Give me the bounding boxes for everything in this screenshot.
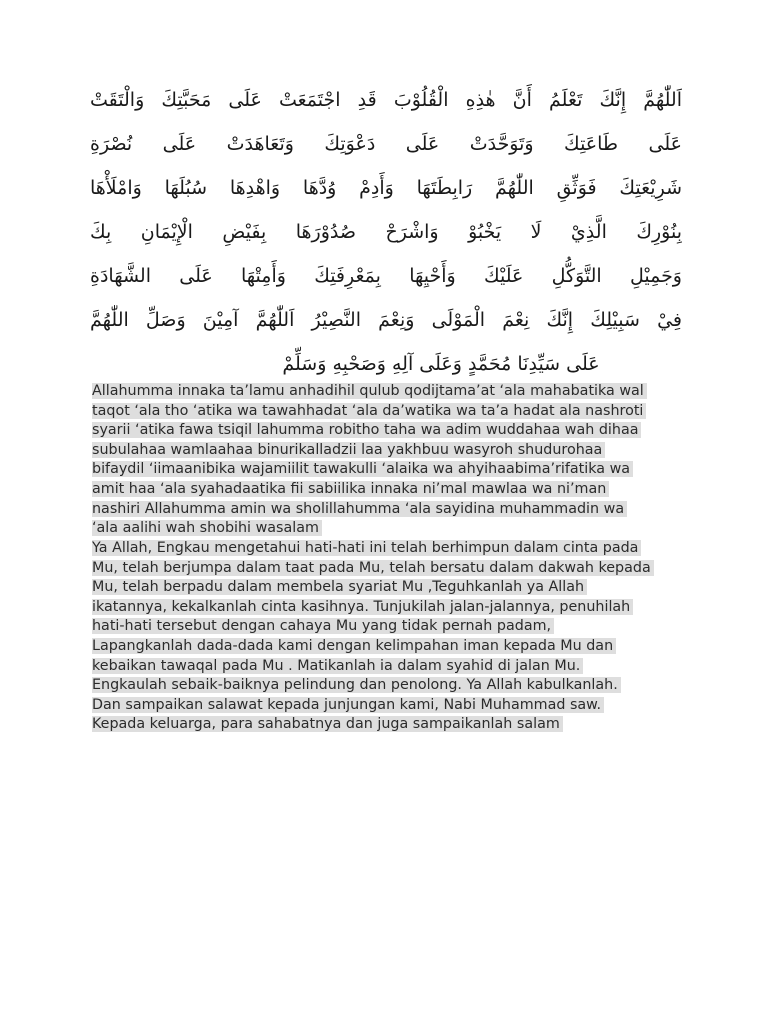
translation-line	[92, 696, 692, 716]
transliteration-line-text: subulahaa wamlaahaa binurikalladzii laa yakhbuu wasyroh shudurohaa	[92, 442, 605, 458]
transliteration-line	[92, 500, 692, 520]
translation-line-text: Mu, telah berjumpa dalam taat pada Mu, telah bersatu dalam dakwah kepada	[92, 560, 654, 576]
translation-line-text: Dan sampaikan salawat kepada junjungan kami, Nabi Muhammad saw.	[92, 697, 604, 713]
translation-line	[92, 598, 692, 618]
translation-line-text: Kepada keluarga, para sahabatnya dan juga sampaikanlah salam	[92, 716, 563, 732]
transliteration-line	[92, 460, 692, 480]
translation-line-text: Ya Allah, Engkau mengetahui hati-hati ini telah berhimpun dalam cinta pada	[92, 540, 641, 556]
arabic-prayer-text	[90, 78, 682, 386]
transliteration-line-text: amit haa ‘ala syahadaatika fii sabiilika innaka ni’mal mawlaa wa ni’man	[92, 481, 609, 497]
translation-line	[92, 676, 692, 696]
arabic-line: عَلَى سَيِّدِنَا مُحَمَّدٍ وَعَلَى آلِهِ وَصَحْبِهِ وَسَلِّمْ	[282, 353, 600, 375]
translation-line	[92, 559, 692, 579]
translation-line-text: kebaikan tawaqal pada Mu . Matikanlah ia dalam syahid di jalan Mu.	[92, 658, 583, 674]
transliteration-paragraph	[92, 382, 692, 539]
translation-line-text: Mu, telah berpadu dalam membela syariat Mu ,Teguhkanlah ya Allah	[92, 579, 587, 595]
transliteration-line	[92, 480, 692, 500]
translation-line	[92, 617, 692, 637]
translation-line-text: hati-hati tersebut dengan cahaya Mu yang tidak pernah padam,	[92, 618, 554, 634]
translation-paragraph	[92, 539, 692, 735]
transliteration-line-text: Allahumma innaka ta’lamu anhadihil qulub qodijtama’at ‘ala mahabatika wal	[92, 383, 647, 399]
transliteration-line-text: ‘ala aalihi wah shobihi wasalam	[92, 520, 322, 536]
transliteration-line	[92, 441, 692, 461]
transliteration-line	[92, 402, 692, 422]
transliteration-line-text: taqot ‘ala tho ‘atika wa tawahhadat ‘ala da’watika wa ta’a hadat ala nashroti	[92, 403, 646, 419]
arabic-line: وَجَمِيْلِ التَّوَكُّلِ عَلَيْكَ وَأَحْيِهَا بِمَعْرِفَتِكَ وَأَمِتْهَا عَلَى الشَّهَادَةِ	[90, 265, 682, 287]
transliteration-line-text: bifaydil ‘iimaanibika wajamiilit tawakulli ‘alaika wa ahyihaabima’rifatika wa	[92, 461, 633, 477]
translation-line-text: ikatannya, kekalkanlah cinta kasihnya. Tunjukilah jalan-jalannya, penuhilah	[92, 599, 633, 615]
transliteration-line	[92, 421, 692, 441]
transliteration-line-text: syarii ‘atika fawa tsiqil lahumma robitho taha wa adim wuddahaa wah dihaa	[92, 422, 641, 438]
transliteration-line-text: nashiri Allahumma amin wa sholillahumma ‘ala sayidina muhammadin wa	[92, 501, 627, 517]
translation-line	[92, 715, 692, 735]
arabic-line: شَرِيْعَتِكَ فَوَثِّقِ اللّٰهُمَّ رَابِطَتَهَا وَأَدِمْ وُدَّهَا وَاهْدِهَا سُبُلَهَا وَامْلَأْهَا	[90, 177, 682, 199]
translation-line-text: Lapangkanlah dada-dada kami dengan kelimpahan iman kepada Mu dan	[92, 638, 616, 654]
translation-line	[92, 539, 692, 559]
arabic-line: اَللّٰهُمَّ إِنَّكَ تَعْلَمُ أَنَّ هٰذِهِ الْقُلُوْبَ قَدِ اجْتَمَعَتْ عَلَى مَحَبَّتِكَ وَالْتَقَتْ	[90, 89, 682, 111]
translation-line	[92, 657, 692, 677]
transliteration-line	[92, 382, 692, 402]
translation-line	[92, 578, 692, 598]
arabic-line: فِيْ سَبِيْلِكَ إِنَّكَ نِعْمَ الْمَوْلَى وَنِعْمَ النَّصِيْرُ اَللّٰهُمَّ آمِيْنَ وَصَلِّ اللّٰهُمَّ	[90, 309, 682, 331]
translation-line	[92, 637, 692, 657]
arabic-line: عَلَى طَاعَتِكَ وَتَوَحَّدَتْ عَلَى دَعْوَتِكَ وَتَعَاهَدَتْ عَلَى نُصْرَةِ	[90, 133, 682, 155]
transliteration-line	[92, 519, 692, 539]
arabic-line: بِنُوْرِكَ الَّذِيْ لَا يَخْبُوْ وَاشْرَحْ صُدُوْرَهَا بِفَيْضِ الْإِيْمَانِ بِكَ	[90, 221, 682, 243]
translation-line-text: Engkaulah sebaik-baiknya pelindung dan penolong. Ya Allah kabulkanlah.	[92, 677, 621, 693]
